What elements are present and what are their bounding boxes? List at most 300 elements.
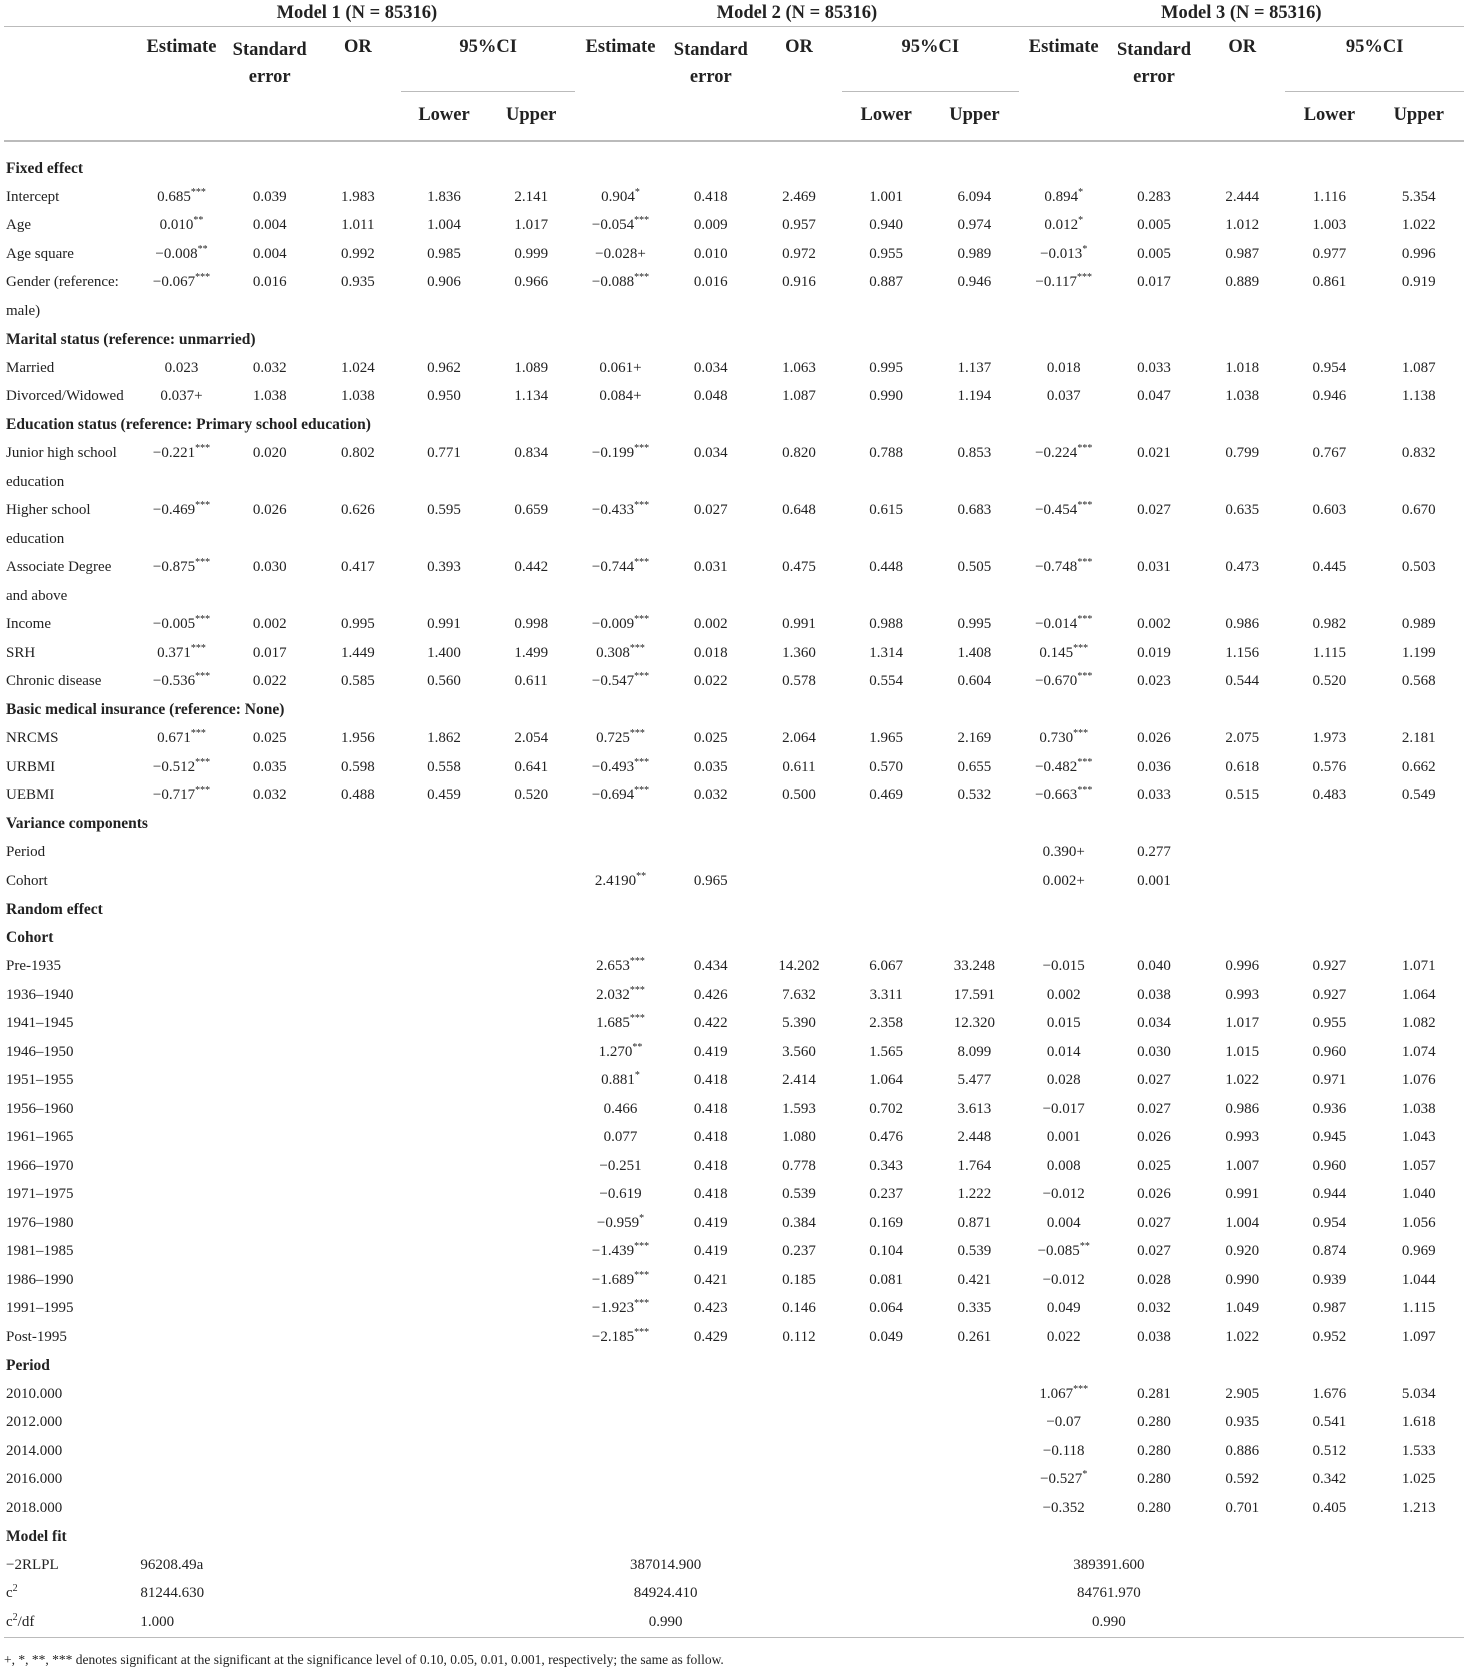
table-cell: 1.067***: [1039, 1383, 1089, 1402]
table-cell: 0.944: [1312, 1186, 1347, 1203]
table-cell: 0.671***: [157, 728, 206, 747]
significance-mark: ***: [190, 186, 206, 198]
table-cell: 0.603: [1312, 502, 1347, 519]
table-cell: 0.685***: [157, 186, 206, 205]
table-cell: [225, 1152, 315, 1181]
table-cell: 1.499: [514, 644, 549, 661]
table-cell: 0.169: [869, 1214, 904, 1231]
significance-mark: ***: [634, 1269, 650, 1281]
table-row: [4, 1409, 1464, 1438]
table-row: [4, 468, 1464, 497]
table-cell: −0.744***: [591, 557, 650, 576]
table-cell: 1.764: [957, 1157, 992, 1174]
table-cell: 0.039: [252, 188, 287, 205]
table-cell: 0.034: [1137, 1015, 1171, 1032]
table-cell: −0.199***: [591, 443, 650, 462]
table-cell: 0.002: [1137, 616, 1171, 633]
table-cell: [575, 839, 665, 868]
table-cell: [487, 1437, 575, 1466]
table-cell: 0.423: [693, 1300, 728, 1317]
table-cell: [1374, 839, 1465, 868]
table-cell: 1.213: [1401, 1499, 1436, 1516]
table-cell: 2.169: [957, 730, 992, 747]
table-cell: 0.010: [693, 245, 728, 262]
table-cell: 0.016: [252, 274, 287, 291]
table-cell: −0.251: [599, 1157, 642, 1174]
table-cell: 0.417: [341, 559, 375, 576]
table-cell: 0.977: [1312, 245, 1347, 262]
table-cell: −0.959*: [596, 1212, 645, 1231]
table-cell: [138, 867, 224, 896]
row-label: 1936–1940: [6, 986, 74, 1003]
table-cell: −0.07: [1046, 1414, 1082, 1431]
table-cell: 0.532: [957, 787, 992, 804]
table-cell: [138, 1067, 224, 1096]
significance-mark: ***: [1077, 614, 1093, 626]
table-cell: 0.576: [1312, 758, 1347, 775]
table-cell: 0.469: [869, 787, 904, 804]
table-cell: 0.955: [1312, 1015, 1347, 1032]
table-cell: 0.002: [1046, 986, 1081, 1003]
table-cell: 0.025: [693, 730, 728, 747]
table-cell: 0.802: [341, 445, 375, 462]
significance-mark: ***: [634, 500, 650, 512]
table-cell: 0.049: [869, 1328, 904, 1345]
table-cell: 1.836: [427, 188, 461, 205]
table-cell: 0.935: [341, 274, 375, 291]
table-cell: [487, 1295, 575, 1324]
section-heading: Education status (reference: Primary school education): [6, 416, 371, 434]
table-cell: [1285, 867, 1373, 896]
table-cell: [666, 1494, 756, 1523]
table-cell: 1.018: [1225, 359, 1260, 376]
table-cell: 1.004: [427, 217, 461, 234]
table-cell: 0.952: [1312, 1328, 1347, 1345]
table-cell: 0.512: [1312, 1442, 1347, 1459]
table-cell: 0.048: [693, 388, 728, 405]
table-cell: 0.308***: [596, 642, 645, 661]
table-cell: 1.025: [1401, 1471, 1436, 1488]
table-cell: −0.221***: [152, 443, 211, 462]
table-cell: 0.419: [693, 1214, 728, 1231]
significance-mark: ***: [629, 984, 645, 996]
table-cell: 0.990: [1225, 1271, 1260, 1288]
table-row: [4, 269, 1464, 298]
table-cell: 0.995: [957, 616, 992, 633]
model-1-title: Model 1 (N = 85316): [138, 0, 575, 27]
table-cell: [401, 1095, 487, 1124]
table-cell: 0.027: [1137, 1243, 1171, 1260]
row-label: 2010.000: [6, 1385, 63, 1402]
table-cell: 0.026: [1137, 1186, 1171, 1203]
table-row: [4, 1494, 1464, 1523]
table-cell: 0.026: [252, 502, 287, 519]
table-row: [4, 953, 1464, 982]
significance-mark: ***: [634, 671, 650, 683]
table-cell: 0.237: [782, 1243, 816, 1260]
table-cell: 0.993: [1225, 1129, 1260, 1146]
table-cell: 2.181: [1401, 730, 1436, 747]
table-cell: −0.493***: [591, 756, 650, 775]
table-cell: −2.185***: [591, 1326, 650, 1345]
section-heading: Cohort: [6, 929, 54, 947]
table-cell: 0.393: [427, 559, 461, 576]
table-cell: 0.020: [252, 445, 287, 462]
table-row: [4, 1352, 1464, 1381]
table-cell: 1.194: [957, 388, 992, 405]
row-label-continued: and above: [6, 587, 68, 604]
table-row: [4, 839, 1464, 868]
table-cell: −0.067***: [152, 272, 211, 291]
table-row: [4, 411, 1464, 440]
table-cell: [315, 1409, 401, 1438]
significance-mark: ***: [1077, 671, 1093, 683]
table-cell: 0.996: [1401, 245, 1436, 262]
table-cell: 0.017: [1137, 274, 1171, 291]
table-cell: [756, 1466, 842, 1495]
table-cell: [315, 867, 401, 896]
table-cell: [1199, 839, 1285, 868]
table-cell: 0.974: [957, 217, 992, 234]
table-cell: [225, 1209, 315, 1238]
row-label: 1961–1965: [6, 1129, 74, 1146]
table-row: [4, 326, 1464, 355]
model-fit-value: 84761.970: [1076, 1585, 1141, 1602]
table-cell: 0.962: [427, 359, 461, 376]
significance-mark: ***: [1073, 642, 1089, 654]
table-cell: 1.270**: [598, 1041, 643, 1060]
table-cell: 0.920: [1225, 1243, 1260, 1260]
table-cell: 1.134: [514, 388, 549, 405]
table-cell: 1.001: [869, 188, 904, 205]
section-heading: Random effect: [6, 900, 103, 918]
table-cell: [487, 839, 575, 868]
significance-mark: ***: [1077, 500, 1093, 512]
table-cell: −0.014***: [1035, 614, 1093, 633]
table-row: [4, 1608, 1464, 1637]
table-cell: 1.040: [1401, 1186, 1436, 1203]
table-cell: 1.004: [1225, 1214, 1260, 1231]
table-cell: [842, 1380, 930, 1409]
table-cell: 1.017: [1225, 1015, 1260, 1032]
table-cell: [315, 953, 401, 982]
table-cell: 0.820: [782, 445, 816, 462]
table-cell: 7.632: [782, 986, 816, 1003]
table-cell: [138, 1038, 224, 1067]
table-cell: [401, 867, 487, 896]
table-cell: [401, 1266, 487, 1295]
table-row: [4, 867, 1464, 896]
significance-mark: ***: [629, 1013, 645, 1025]
table-cell: 0.483: [1312, 787, 1347, 804]
table-cell: 0.927: [1312, 958, 1347, 975]
table-cell: [756, 839, 842, 868]
table-cell: [315, 1152, 401, 1181]
table-cell: 0.009: [693, 217, 728, 234]
regression-table: [4, 0, 1464, 1638]
table-cell: [666, 1437, 756, 1466]
table-cell: [401, 1238, 487, 1267]
significance-mark: ***: [195, 756, 211, 768]
table-cell: 0.077: [603, 1129, 638, 1146]
table-cell: 0.002: [252, 616, 287, 633]
table-cell: 0.982: [1312, 616, 1347, 633]
col-ci: 95%CI: [1285, 27, 1464, 92]
table-cell: 0.023: [164, 359, 199, 376]
table-cell: −0.012: [1042, 1271, 1085, 1288]
col-standard-error: Standard error: [673, 40, 748, 87]
table-cell: 0.539: [957, 1243, 992, 1260]
table-cell: [315, 1266, 401, 1295]
row-label: Pre-1935: [6, 958, 61, 975]
table-cell: 0.500: [782, 787, 816, 804]
row-label: Divorced/Widowed: [6, 388, 124, 405]
significance-mark: *: [1078, 215, 1084, 227]
table-cell: 0.778: [782, 1157, 816, 1174]
table-cell: 0.008: [1046, 1157, 1081, 1174]
model-fit-value: 81244.630: [140, 1585, 205, 1602]
col-upper: Upper: [487, 91, 575, 141]
table-cell: 0.064: [869, 1300, 904, 1317]
table-cell: 0.034: [693, 359, 728, 376]
table-cell: [315, 1494, 401, 1523]
table-cell: 0.015: [1046, 1015, 1081, 1032]
col-upper: Upper: [1374, 91, 1465, 141]
table-cell: [225, 1295, 315, 1324]
row-label: Cohort: [6, 872, 48, 889]
table-row: [4, 497, 1464, 526]
row-label: 1981–1985: [6, 1243, 74, 1260]
table-cell: −0.009***: [591, 614, 650, 633]
table-cell: 0.971: [1312, 1072, 1347, 1089]
table-cell: 2.905: [1225, 1385, 1260, 1402]
significance-mark: ***: [1077, 756, 1093, 768]
table-row: [4, 183, 1464, 212]
significance-mark: *: [634, 186, 640, 198]
table-cell: 0.473: [1225, 559, 1260, 576]
table-cell: [138, 1466, 224, 1495]
table-cell: 14.202: [778, 958, 820, 975]
table-cell: [487, 1494, 575, 1523]
section-heading: Basic medical insurance (reference: None): [6, 701, 285, 719]
table-cell: 0.280: [1137, 1499, 1171, 1516]
table-cell: 0.955: [869, 245, 904, 262]
table-cell: 1.022: [1401, 217, 1436, 234]
table-cell: 0.988: [869, 616, 904, 633]
table-cell: 0.611: [514, 673, 548, 690]
table-cell: [842, 1437, 930, 1466]
table-cell: 1.022: [1225, 1328, 1260, 1345]
table-cell: −1.439***: [591, 1241, 650, 1260]
table-row: [4, 582, 1464, 611]
table-cell: [138, 1209, 224, 1238]
table-cell: 0.641: [514, 758, 549, 775]
table-cell: 0.040: [1137, 958, 1171, 975]
table-cell: 0.038: [1137, 986, 1171, 1003]
table-cell: 0.520: [514, 787, 549, 804]
table-cell: 1.049: [1225, 1300, 1260, 1317]
significance-mark: ***: [634, 443, 650, 455]
table-cell: [138, 1238, 224, 1267]
table-cell: [225, 1095, 315, 1124]
table-cell: 0.592: [1225, 1471, 1260, 1488]
table-cell: 1.087: [782, 388, 816, 405]
table-cell: 1.138: [1401, 388, 1436, 405]
table-cell: [401, 1409, 487, 1438]
table-cell: 1.071: [1401, 958, 1436, 975]
table-cell: 0.335: [957, 1300, 992, 1317]
table-cell: 0.018: [1046, 359, 1081, 376]
table-cell: [1374, 867, 1465, 896]
table-cell: 0.004: [1046, 1214, 1081, 1231]
table-cell: [1199, 867, 1285, 896]
table-cell: −0.008**: [155, 243, 208, 262]
table-cell: −0.433***: [591, 500, 650, 519]
table-cell: [487, 1095, 575, 1124]
table-row: [4, 155, 1464, 184]
significance-mark: ***: [634, 1298, 650, 1310]
table-cell: 3.560: [782, 1043, 816, 1060]
table-cell: 0.987: [1225, 245, 1260, 262]
table-cell: −0.663***: [1035, 785, 1093, 804]
table-cell: [930, 1494, 1018, 1523]
table-cell: 1.593: [782, 1100, 816, 1117]
table-cell: −0.005***: [152, 614, 211, 633]
table-cell: 2.032***: [596, 984, 645, 1003]
significance-mark: ***: [1077, 272, 1093, 284]
model-fit-value: 1.000: [138, 1608, 314, 1637]
table-cell: 0.515: [1225, 787, 1260, 804]
table-cell: [315, 1209, 401, 1238]
row-label: 1946–1950: [6, 1043, 74, 1060]
table-cell: [487, 1067, 575, 1096]
table-cell: [756, 1437, 842, 1466]
table-cell: 0.281: [1137, 1385, 1171, 1402]
table-cell: −0.224***: [1035, 443, 1093, 462]
table-cell: 33.248: [953, 958, 996, 975]
table-cell: 1.115: [1402, 1300, 1436, 1317]
table-cell: 0.991: [1225, 1186, 1260, 1203]
table-cell: 0.578: [782, 673, 816, 690]
table-cell: 1.038: [341, 388, 375, 405]
table-cell: 0.935: [1225, 1414, 1260, 1431]
row-label: $c^2$: [6, 1583, 18, 1602]
table-cell: [401, 953, 487, 982]
table-cell: 1.063: [782, 359, 816, 376]
model-fit-value: 96208.49a: [140, 1556, 204, 1573]
table-cell: 1.017: [514, 217, 549, 234]
table-cell: [138, 981, 224, 1010]
significance-mark: ***: [1073, 728, 1089, 740]
row-label: 1971–1975: [6, 1186, 74, 1203]
table-cell: [315, 1238, 401, 1267]
table-cell: 0.701: [1225, 1499, 1260, 1516]
table-cell: 12.320: [953, 1015, 996, 1032]
model-fit-value: 389391.600: [1073, 1556, 1145, 1573]
table-cell: 0.520: [1312, 673, 1347, 690]
table-cell: −0.547***: [591, 671, 650, 690]
model-fit-value: 387014.900: [630, 1556, 702, 1573]
table-cell: 0.419: [693, 1043, 728, 1060]
table-cell: 0.985: [427, 245, 461, 262]
table-cell: [487, 1466, 575, 1495]
table-cell: 0.544: [1225, 673, 1260, 690]
significance-mark: **: [632, 1041, 643, 1053]
table-row: [4, 440, 1464, 469]
table-cell: [401, 1323, 487, 1352]
table-cell: 1.057: [1401, 1157, 1436, 1174]
row-label: Junior high school: [6, 445, 117, 462]
table-cell: 0.730***: [1039, 728, 1089, 747]
table-cell: 0.016: [693, 274, 728, 291]
table-cell: 2.358: [869, 1015, 904, 1032]
table-row: [4, 753, 1464, 782]
table-cell: 0.945: [1312, 1129, 1347, 1146]
row-label: NRCMS: [6, 730, 59, 747]
table-cell: [138, 1095, 224, 1124]
table-cell: 0.032: [693, 787, 728, 804]
col-or: OR: [1228, 37, 1257, 57]
table-cell: 0.996: [1225, 958, 1260, 975]
table-cell: 0.429: [693, 1328, 728, 1345]
table-cell: 0.418: [693, 1157, 728, 1174]
table-cell: 0.993: [1225, 986, 1260, 1003]
table-row: [4, 696, 1464, 725]
table-cell: [666, 1380, 756, 1409]
table-cell: 0.969: [1401, 1243, 1436, 1260]
table-cell: −0.012: [1042, 1186, 1085, 1203]
table-cell: [225, 1380, 315, 1409]
table-cell: −0.536***: [152, 671, 211, 690]
row-label-continued: education: [6, 530, 65, 547]
table-cell: 0.989: [1401, 616, 1436, 633]
table-cell: 0.422: [693, 1015, 728, 1032]
row-label: 2016.000: [6, 1471, 63, 1488]
significance-mark: ***: [634, 557, 650, 569]
table-cell: 0.027: [1137, 1072, 1171, 1089]
table-cell: [401, 1295, 487, 1324]
table-cell: 0.027: [693, 502, 728, 519]
table-cell: 0.960: [1312, 1043, 1347, 1060]
table-cell: 0.026: [1137, 730, 1171, 747]
footnote: +, *, **, *** denotes significant at the significant at the significance level of 0.10, 0.05, 0.01, 0.001, respectively; the same as follow.: [4, 1652, 724, 1667]
model-3-title: Model 3 (N = 85316): [1019, 0, 1464, 27]
significance-mark: *: [1078, 186, 1084, 198]
table-cell: 0.030: [1137, 1043, 1171, 1060]
table-cell: [225, 1494, 315, 1523]
table-cell: [401, 1181, 487, 1210]
table-cell: [842, 1466, 930, 1495]
table-cell: [138, 1437, 224, 1466]
table-cell: −0.619: [599, 1186, 642, 1203]
row-label: 1951–1955: [6, 1072, 74, 1089]
table-cell: 0.946: [957, 274, 992, 291]
table-cell: 0.887: [869, 274, 904, 291]
table-cell: −0.117***: [1035, 272, 1093, 291]
table-cell: 0.960: [1312, 1157, 1347, 1174]
table-cell: 6.067: [869, 958, 904, 975]
table-cell: 0.881*: [601, 1070, 640, 1089]
table-cell: −0.748***: [1035, 557, 1093, 576]
table-cell: −0.694***: [591, 785, 650, 804]
table-row: [4, 1580, 1464, 1609]
table-cell: 0.992: [341, 245, 375, 262]
row-label: Post-1995: [6, 1328, 67, 1345]
table-row: [4, 1551, 1464, 1580]
significance-mark: ***: [195, 557, 211, 569]
section-heading: Period: [6, 1356, 50, 1374]
table-cell: 0.005: [1137, 217, 1171, 234]
